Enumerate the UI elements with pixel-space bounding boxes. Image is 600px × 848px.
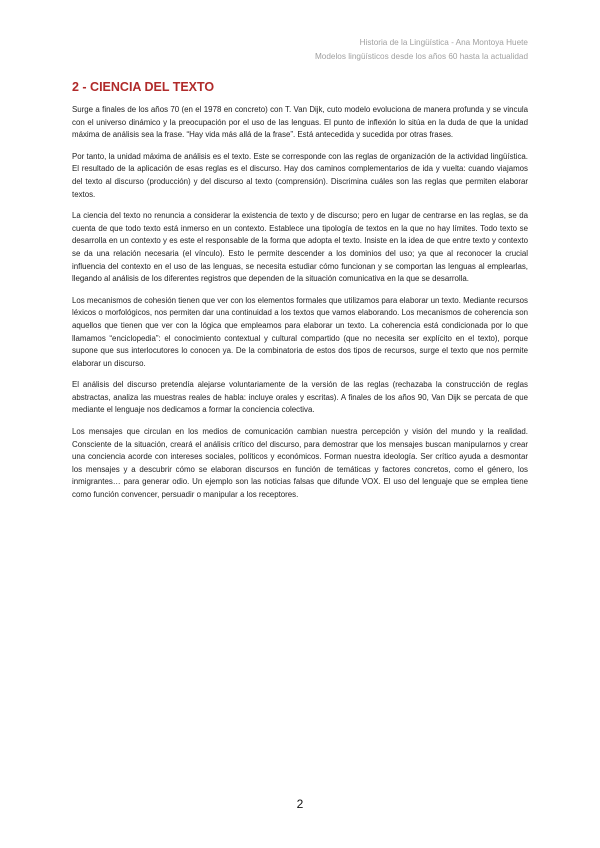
page-number: 2 — [296, 797, 304, 811]
paragraph-1: Surge a finales de los años 70 (en el 1978 en concreto) con T. Van Dijk, cuto modelo evoluciona de manera profunda y se vincula con el universo dinámico y la preocupación por el uso de las lenguas. El punto de inflexión lo sitúa en la duda de que la unidad máxima de análisis sea la frase. “Hay vida más allá de la frase”. Está antecedida y sucedida por otras frases. — [72, 105, 528, 140]
paragraph-3: La ciencia del texto no renuncia a considerar la existencia de texto y de discurso; pero en lugar de centrarse en las reglas, se da cuenta de que todo texto está inmerso en un contexto. Establece una tipología de textos en la que no hay límites. Todo texto se desarrolla en un contexto y es este el responsable de la forma que adopta el texto. Insiste en la idea de que entre texto y contexto se da una relación necesaria (el vínculo). Esto le permite descender a los dominios del uso; ya que al reconocer la crucial influencia del contexto en el uso de las lenguas, se necesita estudiar cómo funcionan y se comportan las lenguas al emplearlas, llegando al análisis de los diferentes registros que dependen de la situación comunicativa en la que se desarrolla. — [72, 211, 528, 284]
running-header — [315, 36, 528, 64]
paragraph-6: Los mensajes que circulan en los medios de comunicación cambian nuestra percepción y visión del mundo y la realidad. Consciente de la situación, creará el análisis crítico del discurso, para demostrar que los mensajes buscan manipularnos y crear una conciencia acorde con intereses sociales, políticos y económicos. Forman nuestra ideología. Ser crítico ayuda a desmontar los mensajes y a descubrir cómo se elaboran discursos en función de temáticas y factores concretos, como el género, los inmigrantes… para generar odio. Un ejemplo son las noticias falsas que difunde VOX. El uso del lenguaje que se emplea tiene como función convencer, persuadir o manipular a los receptores. — [72, 427, 528, 500]
header-course-author: Historia de la Lingüística - Ana Montoya Huete — [359, 38, 528, 47]
body-text — [72, 104, 528, 511]
paragraph-4: Los mecanismos de cohesión tienen que ver con los elementos formales que utilizamos para elaborar un texto. Mediante recursos léxicos o morfológicos, nos permiten dar una continuidad a los textos que vamos elaborando. Los mecanismos de coherencia son aquellos que tienen que ver con la lógica que empleamos para elaborar un texto. La coherencia está condicionada por lo que llamamos “enciclopedia”: el conocimiento contextual y cultural compartido (que no necesita ser explícito en el texto), porque supone que sus interlocutores lo conocen ya. De la combinatoria de estos dos tipos de recursos, surge el texto que nos permite elaborar un discurso. — [72, 295, 528, 368]
section-title: 2 - CIENCIA DEL TEXTO — [72, 80, 215, 94]
paragraph-5: El análisis del discurso pretendía alejarse voluntariamente de la versión de las reglas (rechazaba la construcción de reglas abstractas, analiza las muestras reales de habla: incluye orales y escritas). A finales de los años 90, Van Dijk se percata de que mediante el lenguaje nos dedicamos a formar la conciencia colectiva. — [72, 380, 528, 415]
header-topic: Modelos lingüísticos desde los años 60 hasta la actualidad — [314, 52, 528, 61]
paragraph-2: Por tanto, la unidad máxima de análisis es el texto. Este se corresponde con las reglas de organización de la actividad lingüística. El resultado de la aplicación de esas reglas es el discurso. Hay dos caminos complementarios de ida y vuelta: cuando viajamos del texto al discurso (producción) y del discurso al texto (comprensión). Discrimina cuáles son las reglas que permiten elaborar textos. — [72, 151, 528, 199]
